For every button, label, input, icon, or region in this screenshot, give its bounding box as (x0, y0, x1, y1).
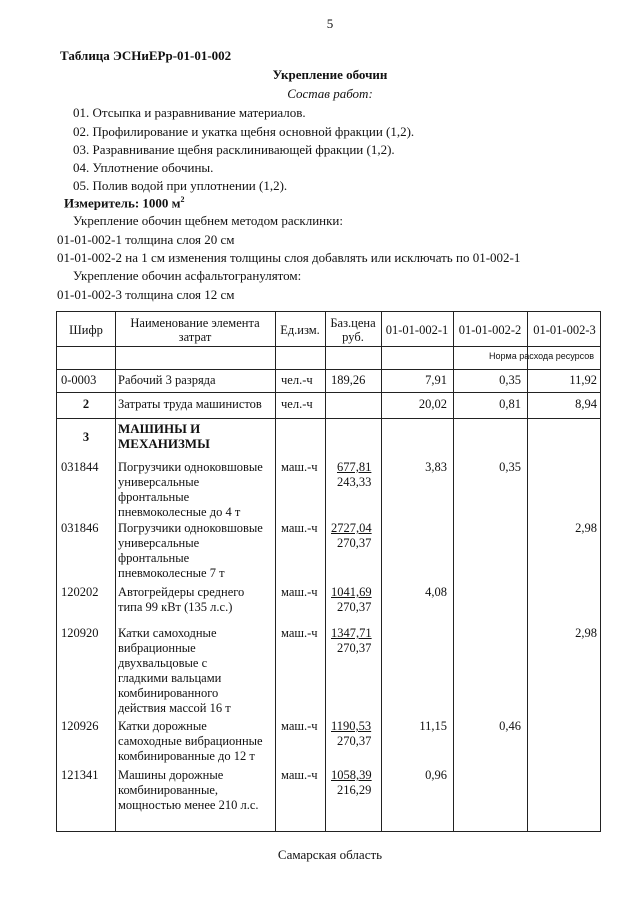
work-item: 04. Уплотнение обочины. (73, 160, 214, 175)
row-name: Затраты труда машинистов (118, 397, 262, 411)
row-unit: чел.-ч (281, 373, 313, 387)
row-price: 189,26 (331, 373, 366, 387)
row-value-2: 0,81 (499, 397, 521, 411)
row-unit: маш.-ч (281, 719, 318, 733)
row-code: 121341 (61, 768, 99, 782)
header-col-1: 01-01-002-1 (385, 323, 449, 337)
row-value-3: 2,98 (575, 521, 597, 535)
header-col-2: 01-01-002-2 (458, 323, 522, 337)
row-unit: маш.-ч (281, 521, 318, 535)
paragraph-method: Укрепление обочин щебнем методом расклинки: (73, 213, 343, 228)
row-name: Рабочий 3 разряда (118, 373, 216, 387)
work-composition-heading: Состав работ: (287, 86, 373, 101)
code-line-3: 01-01-002-3 толщина слоя 12 см (57, 287, 235, 302)
row-price: 1058,39 216,29 (331, 768, 372, 797)
resource-table (56, 311, 601, 832)
row-name: Машины дорожные комбинированные, мощностью менее 210 л.с. (118, 768, 259, 812)
row-code: 2 (82, 397, 90, 411)
row-value-1: 0,96 (425, 768, 447, 782)
table-title: Таблица ЭСНиЕРр-01-01-002 (60, 48, 232, 63)
row-code: 120920 (61, 626, 99, 640)
row-name: Катки самоходные вибрационные двухвальцовые с гладкими вальцами комбинированного действия массой 16 т (118, 626, 231, 715)
header-price: Баз.цена руб. (330, 316, 376, 344)
header-col-3: 01-01-002-3 (533, 323, 596, 337)
row-name: Автогрейдеры среднего типа 99 кВт (135 л.с.) (118, 585, 245, 614)
column-divider (325, 312, 326, 831)
row-unit: маш.-ч (281, 585, 318, 599)
column-divider (115, 312, 116, 831)
row-value-1: 11,15 (419, 719, 447, 733)
row-value-1: 4,08 (425, 585, 447, 599)
row-unit: чел.-ч (281, 397, 313, 411)
row-divider (57, 369, 600, 370)
row-name: Погрузчики одноковшовые универсальные фронтальные пневмоколесные 7 т (118, 521, 263, 580)
row-unit: маш.-ч (281, 460, 318, 474)
row-value-3: 2,98 (575, 626, 597, 640)
section-title-machines: МАШИНЫ И МЕХАНИЗМЫ (118, 421, 210, 451)
row-value-3: 8,94 (575, 397, 597, 411)
row-code: 031844 (61, 460, 99, 474)
row-value-2: 0,46 (499, 719, 521, 733)
row-value-2: 0,35 (499, 460, 521, 474)
code-line-2: 01-01-002-2 на 1 см изменения толщины слоя добавлять или исключать по 01-002-1 (57, 250, 521, 265)
measure-unit: Измеритель: 1000 $м^2$ (64, 195, 185, 211)
row-code: 031846 (61, 521, 99, 535)
row-value-1: 3,83 (425, 460, 447, 474)
row-code: 120202 (61, 585, 99, 599)
row-value-2: 0,35 (499, 373, 521, 387)
row-price: 2727,04 270,37 (331, 521, 372, 550)
header-name: Наименование элемента затрат (130, 316, 260, 344)
row-price: 1041,69 270,37 (331, 585, 372, 614)
column-divider (275, 312, 276, 831)
row-code: 3 (82, 430, 90, 444)
row-name: Катки дорожные самоходные вибрационные комбинированные до 12 т (118, 719, 263, 763)
column-divider (453, 312, 454, 831)
work-item: 01. Отсыпка и разравнивание материалов. (73, 105, 306, 120)
row-value-1: 7,91 (425, 373, 447, 387)
page-number: 5 (326, 16, 334, 31)
row-unit: маш.-ч (281, 768, 318, 782)
column-divider (381, 312, 382, 831)
paragraph-asphalt: Укрепление обочин асфальтогранулятом: (73, 268, 302, 283)
column-divider (527, 312, 528, 831)
row-code: 0-0003 (61, 373, 97, 387)
section-heading: Укрепление обочин (272, 67, 388, 82)
code-line-1: 01-01-002-1 толщина слоя 20 см (57, 232, 235, 247)
row-price: 677,81 243,33 (337, 460, 372, 489)
row-unit: маш.-ч (281, 626, 318, 640)
norma-label: Норма расхода ресурсов (489, 351, 594, 361)
header-code: Шифр (69, 323, 103, 337)
work-item: 02. Профилирование и укатка щебня основной фракции (1,2). (73, 124, 415, 139)
header-unit: Ед.изм. (280, 323, 320, 337)
row-value-1: 20,02 (418, 397, 447, 411)
work-item: 05. Полив водой при уплотнении (1,2). (73, 178, 288, 193)
row-price: 1190,53 270,37 (331, 719, 372, 748)
row-name: Погрузчики одноковшовые универсальные фронтальные пневмоколесные до 4 т (118, 460, 263, 519)
row-divider (57, 418, 600, 419)
row-code: 120926 (61, 719, 99, 733)
row-value-3: 11,92 (569, 373, 597, 387)
work-item: 03. Разравнивание щебня расклинивающей фракции (1,2). (73, 142, 395, 157)
row-divider (57, 392, 600, 393)
footer-region: Самарская область (277, 847, 383, 862)
row-price: 1347,71 270,37 (331, 626, 372, 655)
